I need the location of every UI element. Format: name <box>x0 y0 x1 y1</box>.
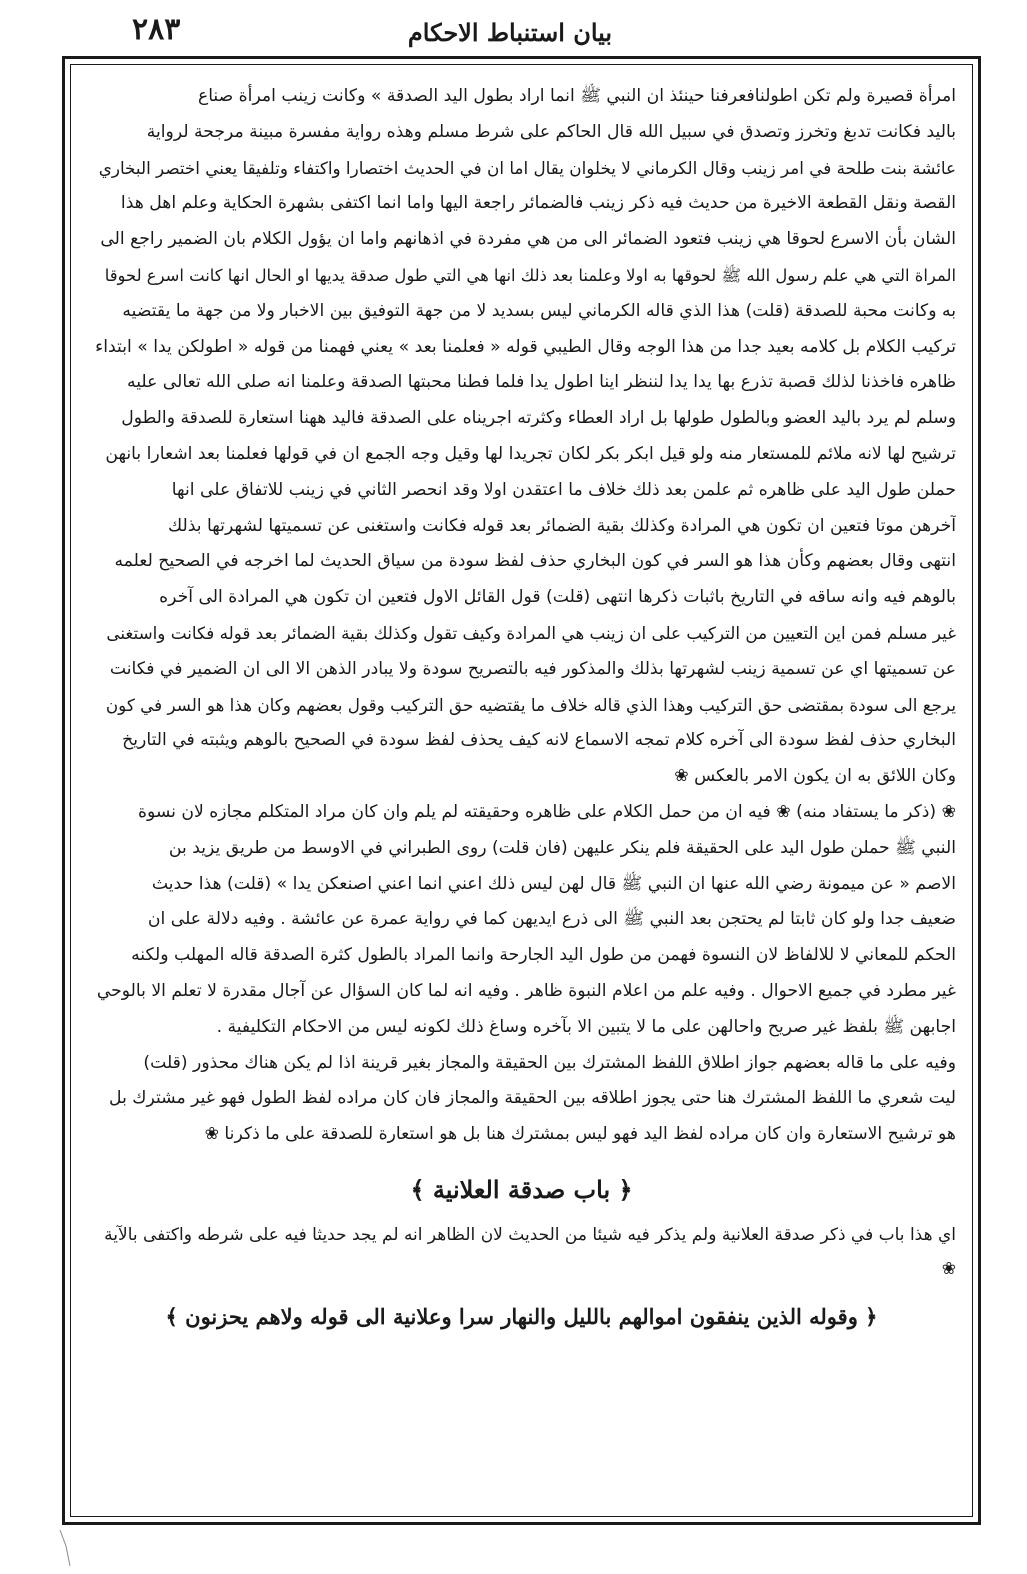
text-line: انتهى وقال بعضهم وكأن هذا هو السر في كون البخاري حذف لفظ سودة من سياق الحديث لما اخرجه في الصحيح لعلمه <box>114 551 956 572</box>
text-line: اجابهن ﷺ بلفظ غير صريح واحالهن على ما لا يتبين الا بآخره وساغ ذلك لكونه ليس من الاحكام التكليفية . <box>216 1016 956 1037</box>
text-line: غير مسلم فمن اين التعيين من التركيب على ان زينب هي المرادة وكيف تقول وكذلك بقية الضمائر بعد قوله فكانت واستغنى <box>106 622 956 643</box>
text-line: النبي ﷺ حملن طول اليد على الحقيقة فلم ينكر عليهن (فان قلت) روى الطبراني في الاوسط من طريق يزيد بن <box>168 837 956 858</box>
running-title: بيان استنباط الاحكام <box>407 18 613 47</box>
text-line: تركيب الكلام بل كلامه بعيد جدا من هذا الوجه وقال الطيبي قوله « فعلمنا بعد » يعني فهمنا من قوله « اطولكن يدا » ابتداء <box>95 336 956 357</box>
text-line: ❀ (ذكر ما يستفاد منه) ❀ فيه ان من حمل الكلام على ظاهره وحقيقته لم يلم وان كان مراد المتكلم مجازه لان نسوة <box>137 801 956 822</box>
text-line: عائشة بنت طلحة في امر زينب وقال الكرماني لا يخلوان يقال اما ان في الحديث اختصارا واكتفاء وتلفيقا يعني اختصر البخاري <box>98 157 956 178</box>
text-line: القصة ونقل القطعة الاخيرة من حديث فيه ذكر زينب فالضمائر راجعة اليها واما انما اكتفى بشهرة الحكاية وعلم اهل هذا <box>120 193 956 214</box>
text-line: عن تسميتها اي عن تسمية زينب لشهرتها بذلك والمذكور فيه بالتصريح سودة ولا يبادر الذهن الا الى ان الضمير في فكانت <box>109 658 956 679</box>
quran-verse: ﴿ وقوله الذين ينفقون اموالهم بالليل والنهار سرا وعلانية الى قوله ولاهم يحزنون ﴾ <box>165 1303 878 1329</box>
text-line: حملن طول اليد على ظاهره ثم علمن بعد ذلك خلاف ما اعتقدن اولا وقد انحصر الثاني في زينب للاتفاق على انها <box>171 479 956 500</box>
chapter-title: ﴿ باب صدقة العلانية ﴾ <box>410 1174 633 1204</box>
text-line: به وكانت محبة للصدقة (قلت) هذا الذي قاله الكرماني ليس بسديد لا من جهة التوفيق بين الاخبار ولا من جهة ما يقتضيه <box>122 300 956 321</box>
text-line: وكان اللائق به ان يكون الامر بالعكس ❀ <box>674 766 956 787</box>
text-line: هو ترشيح الاستعارة وان كان مراده لفظ اليد فهو ليس بمشترك هنا بل هو استعارة للصدقة على ما ذكرنا ❀ <box>204 1124 956 1145</box>
text-line: المراة التي هي علم رسول الله ﷺ لحوقها به اولا وعلمنا بعد ذلك انها هي التي طول صدقة يديها او الحال انها كانت اسرع لحوقا <box>104 265 956 285</box>
page-frame <box>62 56 981 1525</box>
body-text <box>87 79 956 1153</box>
chapter-note: اي هذا باب في ذكر صدقة العلانية ولم يذكر فيه شيئا من الحديث لان الظاهر انه لم يجد حديثا فيه على شرطه واكتفى بالآية ❀ <box>104 1224 956 1279</box>
page-header <box>60 12 960 56</box>
text-line: البخاري حذف لفظ سودة الى آخره كلام تمجه الاسماع لانه كيف يحذف لفظ سودة في الصحيح بالوهم ويثبته في التاريخ <box>122 730 956 751</box>
text-line: الحكم للمعاني لا للالفاظ لان النسوة فهمن من طول اليد الجارحة وانما المراد بالطول كثرة الصدقة قاله المهلب ولكنه <box>131 945 956 966</box>
text-line: وفيه على ما قاله بعضهم جواز اطلاق اللفظ المشترك بين الحقيقة والمجاز بغير قرينة اذا لم يكن هناك محذور (قلت) <box>143 1052 956 1073</box>
text-line: غير مطرد في جميع الاحوال . وفيه علم من اعلام النبوة ظاهر . وفيه انه لما كان السؤال عن آجال مقدرة لا تعلم الا بالوحي <box>96 980 956 1001</box>
text-line: باليد فكانت تدبغ وتخرز وتصدق في سبيل الله قال الحاكم على شرط مسلم وهذه رواية مفسرة مبينة مرجحة لرواية <box>146 121 956 142</box>
text-line: وسلم لم يرد باليد العضو وبالطول طولها بل اراد العطاء وكثرته اجريناه على الصدقة فاليد ههنا استعارة للصدقة والطول <box>121 408 956 429</box>
text-line: بالوهم فيه وانه ساقه في التاريخ باثبات ذكرها انتهى (قلت) قول القائل الاول فتعين ان تكون هي المرادة الى آخره <box>159 587 956 608</box>
margin-scratch-mark <box>56 1528 76 1568</box>
text-line: ضعيف جدا ولو كان ثابتا لم يحتجن بعد النبي ﷺ الى ذرع ايديهن كما في رواية عمرة عن عائشة . وفيه دلالة على ان <box>147 909 956 930</box>
text-line: ليت شعري ما اللفظ المشترك هنا حتى يجوز اطلاقه بين الحقيقة والمجاز فان كان مراده لفظ الطول فهو غير مشترك بل <box>109 1088 956 1109</box>
page-number: ٢٨٣ <box>132 12 181 47</box>
text-line: امرأة قصيرة ولم تكن اطولنافعرفنا حينئذ ان النبي ﷺ انما اراد بطول اليد الصدقة » وكانت زينب امرأة صناع <box>197 86 956 106</box>
text-line: يرجع الى سودة بمقتضى حق التركيب وهذا الذي قاله خلاف ما يقتضيه حق التركيب وقول بعضهم وكان هذا هو السر في كون <box>105 694 956 715</box>
text-line: الاصم « عن ميمونة رضي الله عنها ان النبي ﷺ قال لهن ليس ذلك اعني انما اعني اصنعكن يدا » (قلت) هذا حديث <box>151 873 956 894</box>
text-line: آخرهن موتا فتعين ان تكون هي المرادة وكذلك بقية الضمائر بعد قوله فكانت واستغنى عن تسميتها لشهرتها بذلك <box>168 515 956 536</box>
text-line: الشان بأن الاسرع لحوقا هي زينب فتعود الضمائر الى من هي مفردة في اذهانهم واما ان يؤول الكلام بان الضمير راجع الى <box>100 229 956 250</box>
page-frame-inner <box>70 64 973 1517</box>
text-line: ترشيح لها لانه ملائم للمستعار منه ولو قيل ابكر بكر لكان تجريدا لها وقيل وجه الجمع ان في قولها فعلمنا بعد اشعارا بانهن <box>105 443 956 464</box>
text-line: ظاهره فاخذنا لذلك قصبة تذرع بها يدا يدا لننظر اينا اطول يدا فلما فطنا محبتها الصدقة وعلمنا انه صلى الله تعالى عليه <box>126 372 956 393</box>
